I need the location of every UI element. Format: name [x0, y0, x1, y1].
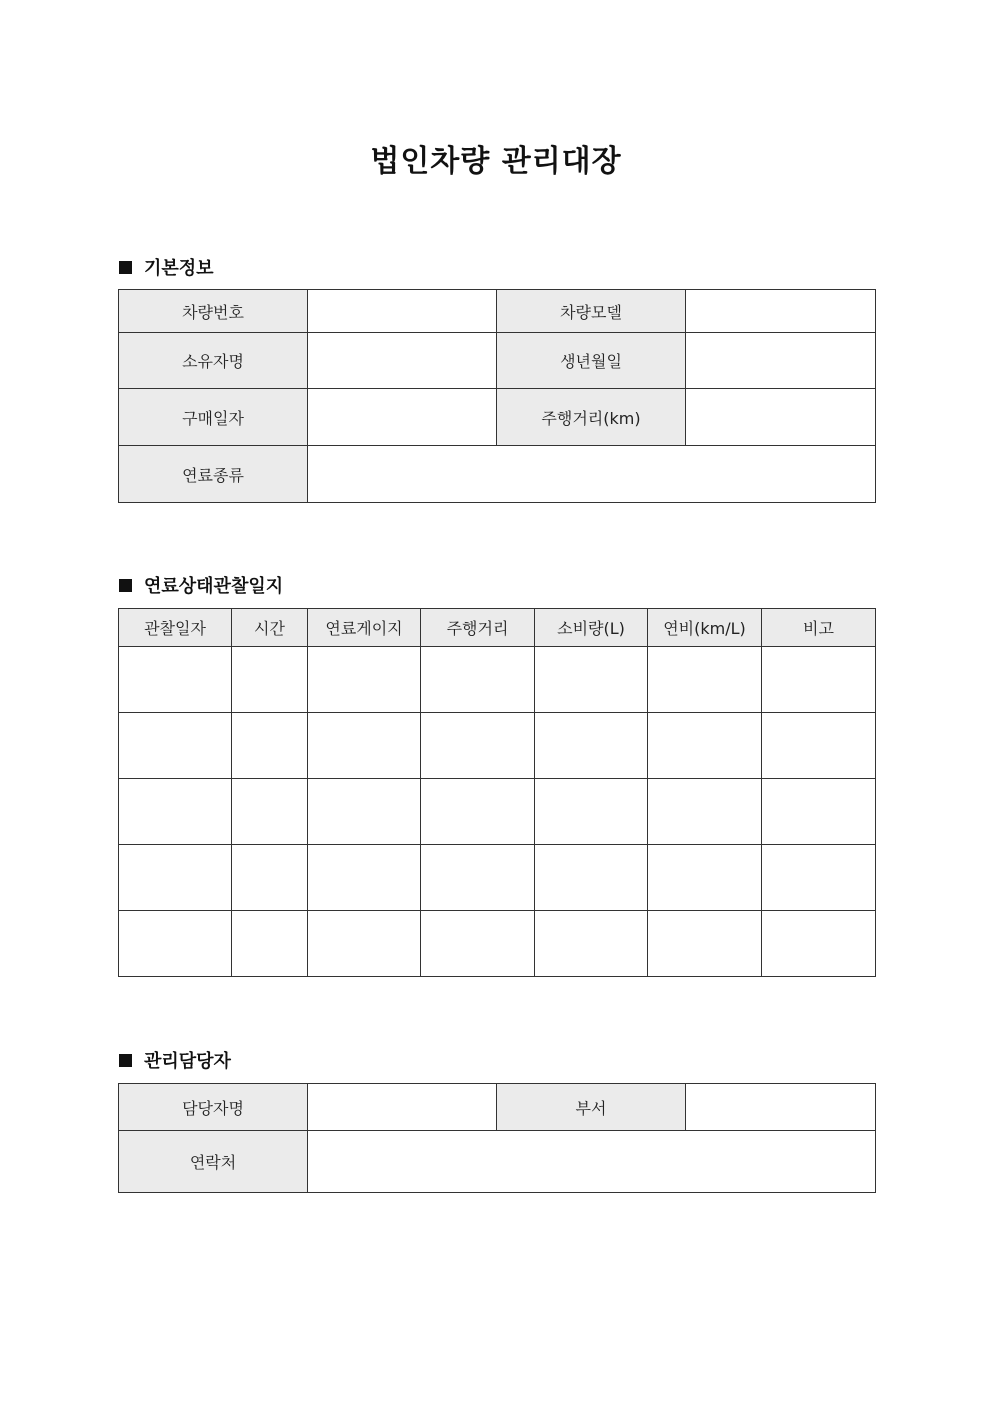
table-cell[interactable] — [648, 779, 762, 845]
table-cell[interactable] — [762, 713, 876, 779]
table-row — [119, 647, 876, 713]
square-bullet-icon — [119, 579, 132, 592]
birth-date-field[interactable] — [686, 333, 876, 389]
vehicle-number-field[interactable] — [308, 290, 497, 333]
manager-name-label: 담당자명 — [119, 1084, 308, 1131]
manager-heading-text: 관리담당자 — [144, 1051, 231, 1072]
column-header-remarks: 비고 — [762, 609, 876, 647]
table-cell[interactable] — [648, 647, 762, 713]
table-cell[interactable] — [648, 845, 762, 911]
table-row — [119, 713, 876, 779]
table-header-row — [119, 609, 876, 647]
table-row — [119, 1131, 876, 1193]
table-cell[interactable] — [421, 845, 535, 911]
table-row — [119, 1084, 876, 1131]
table-cell[interactable] — [308, 911, 421, 977]
table-row — [119, 779, 876, 845]
fuel-log-heading — [119, 572, 283, 598]
fuel-log-table — [118, 608, 876, 977]
table-cell[interactable] — [232, 779, 308, 845]
table-cell[interactable] — [232, 713, 308, 779]
owner-name-label: 소유자명 — [119, 333, 308, 389]
table-cell[interactable] — [308, 647, 421, 713]
table-cell[interactable] — [119, 845, 232, 911]
table-cell[interactable] — [648, 911, 762, 977]
table-cell[interactable] — [308, 713, 421, 779]
table-cell[interactable] — [535, 845, 648, 911]
table-cell[interactable] — [535, 779, 648, 845]
table-cell[interactable] — [648, 713, 762, 779]
table-cell[interactable] — [119, 647, 232, 713]
column-header-consumption: 소비량(L) — [535, 609, 648, 647]
vehicle-number-label: 차량번호 — [119, 290, 308, 333]
contact-field[interactable] — [308, 1131, 876, 1193]
fuel-type-label: 연료종류 — [119, 446, 308, 503]
column-header-time: 시간 — [232, 609, 308, 647]
fuel-log-heading-text: 연료상태관찰일지 — [144, 576, 284, 597]
table-cell[interactable] — [762, 779, 876, 845]
table-cell[interactable] — [421, 713, 535, 779]
manager-name-field[interactable] — [308, 1084, 497, 1131]
table-row — [119, 290, 876, 333]
mileage-field[interactable] — [686, 389, 876, 446]
column-header-observation-date: 관찰일자 — [119, 609, 232, 647]
basic-info-heading — [119, 254, 214, 280]
owner-name-field[interactable] — [308, 333, 497, 389]
department-label: 부서 — [497, 1084, 686, 1131]
purchase-date-label: 구매일자 — [119, 389, 308, 446]
table-cell[interactable] — [762, 911, 876, 977]
table-cell[interactable] — [308, 845, 421, 911]
manager-heading — [119, 1047, 231, 1073]
manager-table — [118, 1083, 876, 1193]
table-row — [119, 389, 876, 446]
purchase-date-field[interactable] — [308, 389, 497, 446]
table-row — [119, 333, 876, 389]
table-row — [119, 911, 876, 977]
table-row — [119, 446, 876, 503]
table-cell[interactable] — [421, 911, 535, 977]
table-cell[interactable] — [535, 911, 648, 977]
table-cell[interactable] — [421, 647, 535, 713]
table-cell[interactable] — [119, 713, 232, 779]
table-cell[interactable] — [535, 713, 648, 779]
table-cell[interactable] — [762, 845, 876, 911]
contact-label: 연락처 — [119, 1131, 308, 1193]
table-cell[interactable] — [535, 647, 648, 713]
table-cell[interactable] — [421, 779, 535, 845]
table-cell[interactable] — [308, 779, 421, 845]
column-header-fuel-gauge: 연료게이지 — [308, 609, 421, 647]
document-title: 법인차량 관리대장 — [370, 144, 622, 179]
table-row — [119, 845, 876, 911]
table-cell[interactable] — [119, 911, 232, 977]
table-cell[interactable] — [119, 779, 232, 845]
square-bullet-icon — [119, 261, 132, 274]
department-field[interactable] — [686, 1084, 876, 1131]
table-cell[interactable] — [762, 647, 876, 713]
column-header-fuel-efficiency: 연비(km/L) — [648, 609, 762, 647]
table-cell[interactable] — [232, 845, 308, 911]
square-bullet-icon — [119, 1054, 132, 1067]
table-cell[interactable] — [232, 911, 308, 977]
basic-info-heading-text: 기본정보 — [144, 258, 214, 279]
birth-date-label: 생년월일 — [497, 333, 686, 389]
vehicle-model-field[interactable] — [686, 290, 876, 333]
fuel-type-field[interactable] — [308, 446, 876, 503]
basic-info-table — [118, 289, 876, 503]
column-header-mileage: 주행거리 — [421, 609, 535, 647]
mileage-label: 주행거리(km) — [497, 389, 686, 446]
table-cell[interactable] — [232, 647, 308, 713]
vehicle-model-label: 차량모델 — [497, 290, 686, 333]
